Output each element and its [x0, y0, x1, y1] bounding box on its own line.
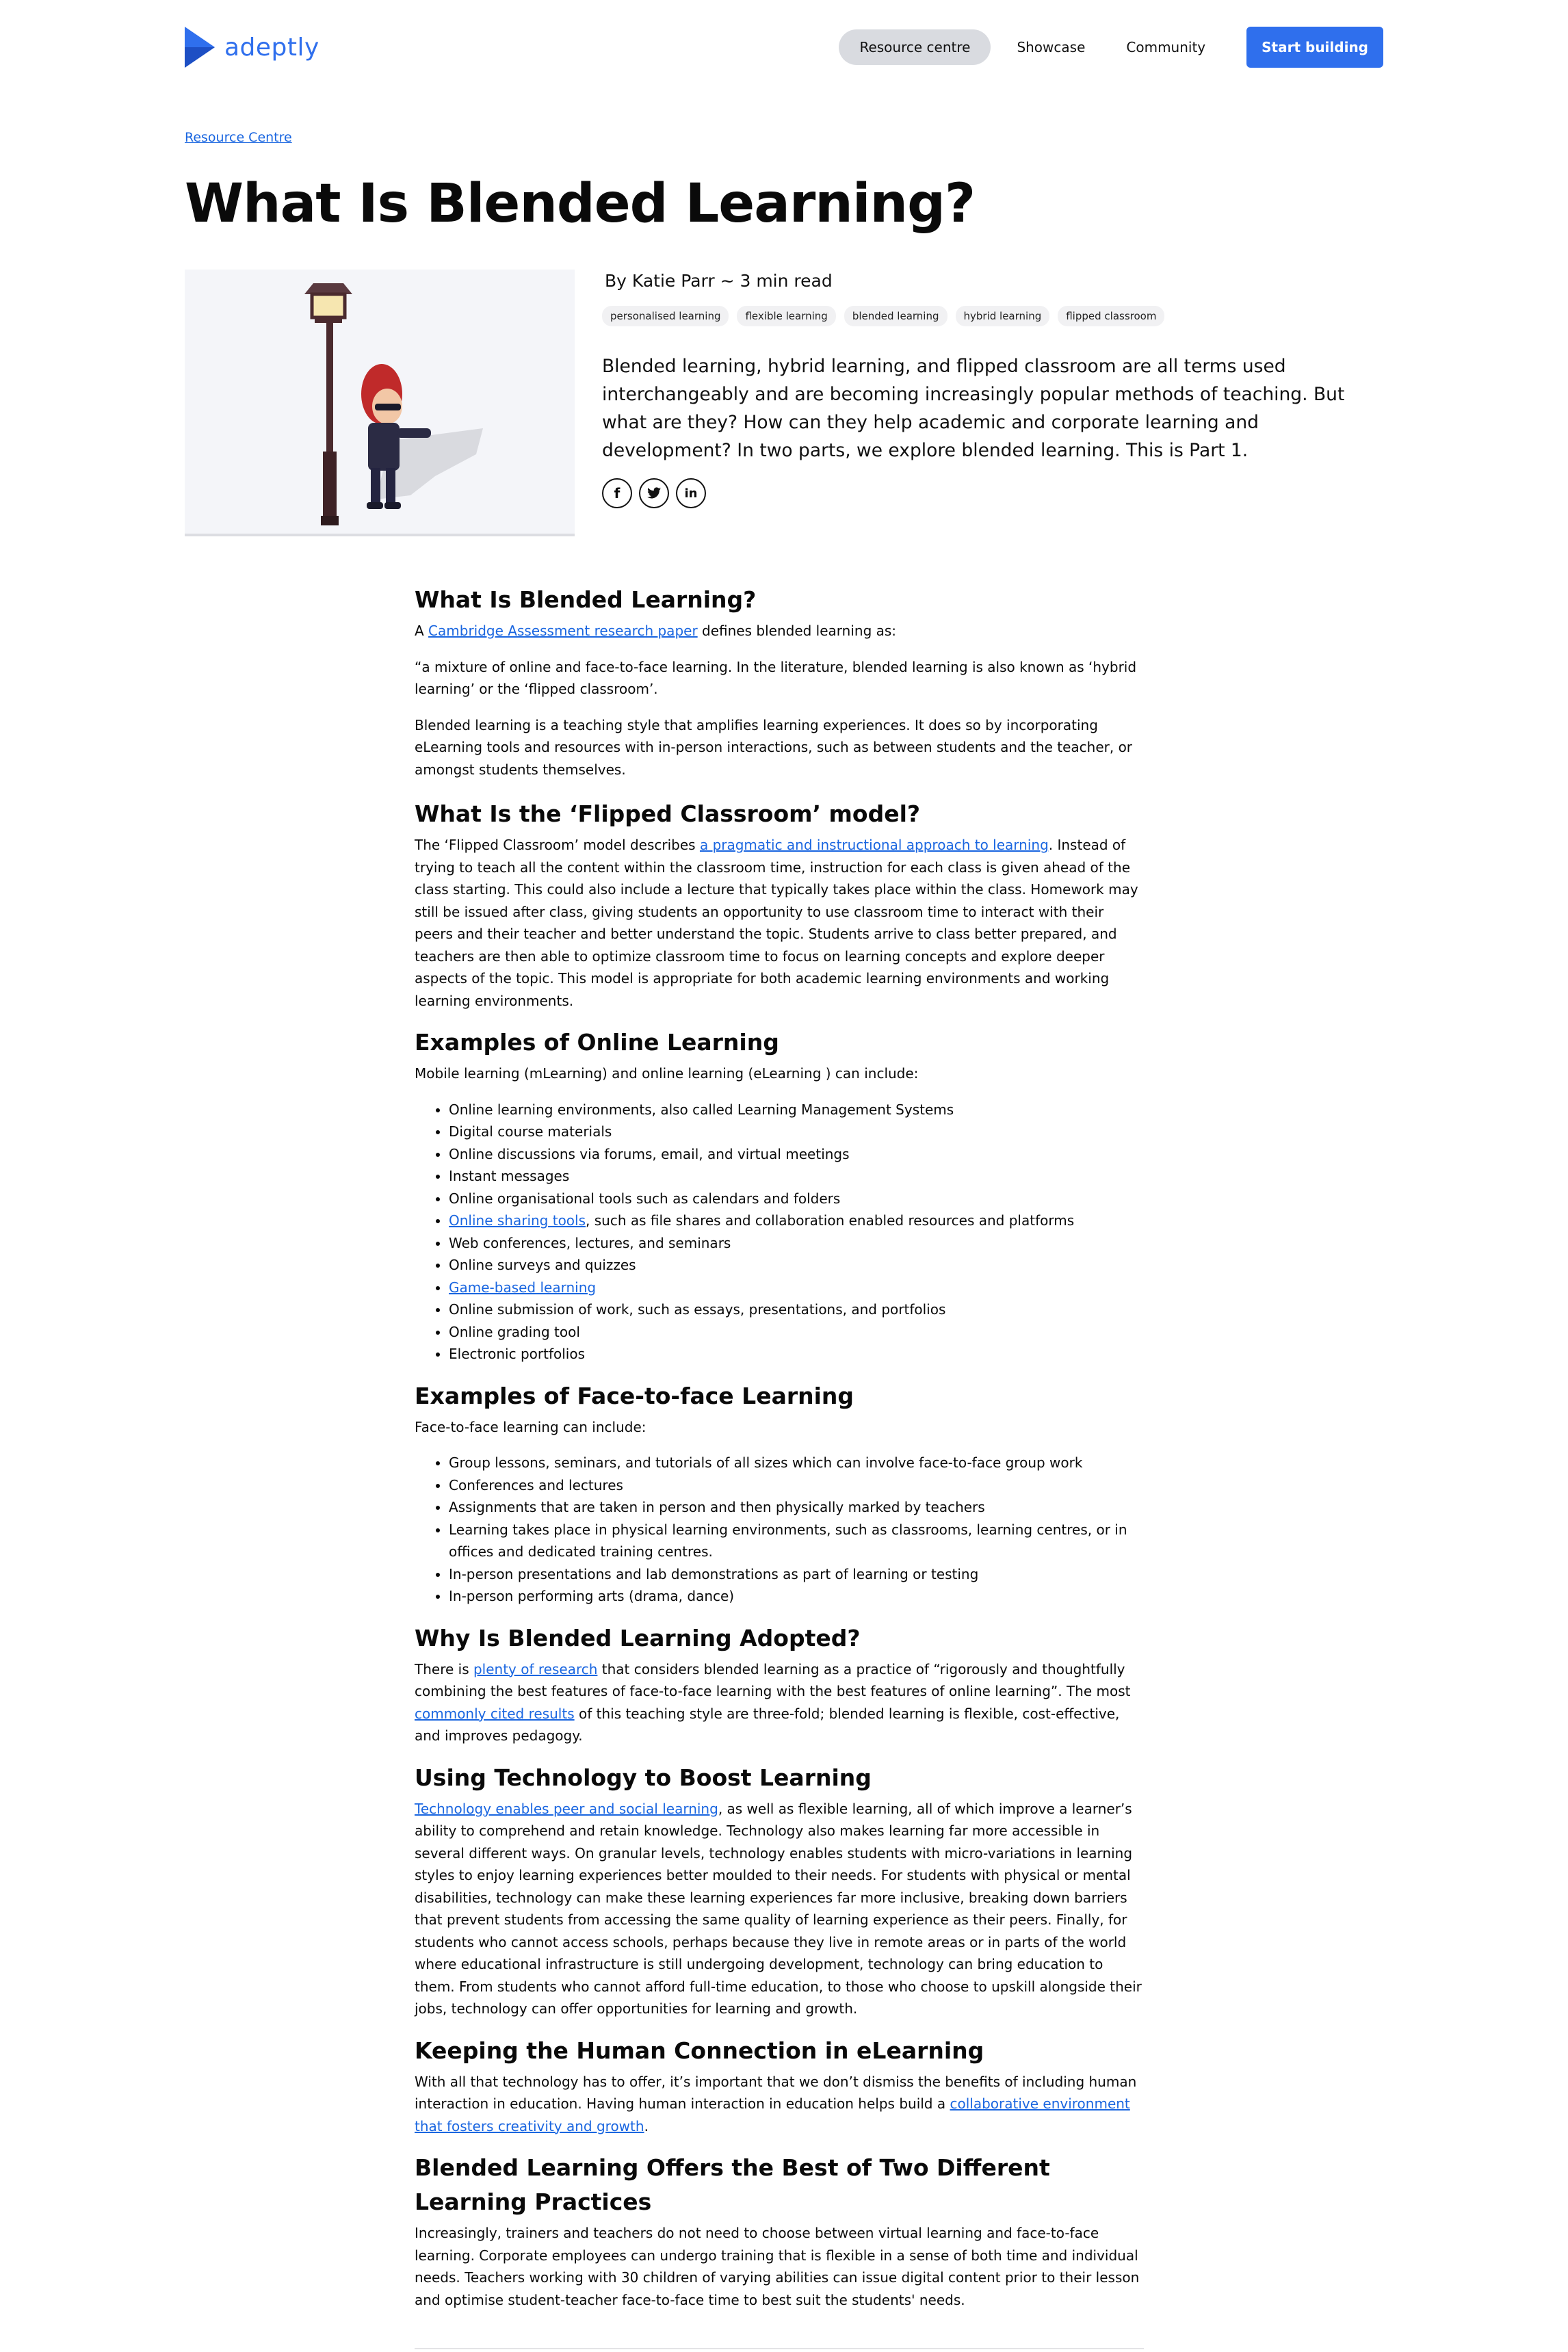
list-item: • Electronic portfolios	[449, 1343, 1144, 1366]
face-to-face-list	[415, 1452, 1144, 1608]
section-heading: Examples of Face-to-face Learning	[415, 1382, 854, 1409]
page-title: What Is Blended Learning?	[185, 173, 976, 235]
peer-social-learning-link[interactable]: Technology enables peer and social learning	[415, 1800, 718, 1817]
list-item: • Online submission of work, such as essays, presentations, and portfolios	[449, 1298, 1144, 1321]
cambridge-research-link[interactable]: Cambridge Assessment research paper	[428, 623, 698, 639]
facebook-share-button[interactable]	[602, 478, 632, 508]
list-item: • Online surveys and quizzes	[449, 1254, 1144, 1277]
nav-showcase[interactable]: Showcase	[1017, 39, 1086, 55]
list-item	[449, 1277, 1144, 1299]
online-sharing-tools-link[interactable]: Online sharing tools	[449, 1212, 586, 1229]
paragraph: Face-to-face learning can include:	[415, 1418, 646, 1435]
list-item: • Assignments that are taken in person and then physically marked by teachers	[449, 1496, 1144, 1519]
twitter-icon	[646, 487, 662, 499]
section-heading: Why Is Blended Learning Adopted?	[415, 1624, 861, 1651]
paragraph: There is plenty of research that considers blended learning as a practice of “rigorously and thoughtfully combining the best features of face-to-face learning with the best features of online learning”. The most commonly cited results of this teaching style are three-fold; blended learning is flexible, cost-effective, and improves pedagogy.	[415, 1660, 1131, 1744]
section-heading: Blended Learning Offers the Best of Two Different Learning Practices	[415, 2154, 1050, 2215]
paragraph: With all that technology has to offer, it’s important that we don’t dismiss the benefits of including human interaction in education. Having human interaction in education helps build a collaborative environment that fosters creativity and growth.	[415, 2073, 1137, 2134]
tag-list	[602, 306, 1375, 326]
article-meta	[602, 271, 1375, 508]
list-item: • In-person performing arts (drama, dance)	[449, 1585, 1144, 1608]
list-item: • In-person presentations and lab demonstrations as part of learning or testing	[449, 1563, 1144, 1586]
pragmatic-approach-link[interactable]: a pragmatic and instructional approach to learning	[699, 837, 1049, 853]
logo[interactable]	[185, 26, 319, 68]
list-item: • Online learning environments, also called Learning Management Systems	[449, 1099, 1144, 1121]
list-item: • Online discussions via forums, email, and virtual meetings	[449, 1143, 1144, 1166]
list-item: • Learning takes place in physical learning environments, such as classrooms, learning centres, or in offices and dedicated training centres.	[449, 1519, 1144, 1563]
paragraph: Blended learning is a teaching style that amplifies learning experiences. It does so by incorporating eLearning tools and resources with in-person interactions, such as between students and the teacher, or amongst students themselves.	[415, 716, 1133, 778]
section-heading: Using Technology to Boost Learning	[415, 1764, 872, 1791]
start-building-button[interactable]: Start building	[1246, 27, 1383, 68]
share-buttons	[602, 478, 1375, 508]
section-heading: Examples of Online Learning	[415, 1029, 779, 1056]
commonly-cited-results-link[interactable]: commonly cited results	[415, 1705, 575, 1722]
tag[interactable]: hybrid learning	[956, 306, 1050, 326]
section-heading: Keeping the Human Connection in eLearning	[415, 2037, 984, 2064]
divider	[415, 2348, 1144, 2349]
linkedin-icon: in	[684, 486, 698, 501]
list-item: • Web conferences, lectures, and seminars	[449, 1232, 1144, 1255]
twitter-share-button[interactable]	[639, 478, 669, 508]
linkedin-share-button[interactable]	[676, 478, 706, 508]
list-item: • Group lessons, seminars, and tutorials of all sizes which can involve face-to-face group work	[449, 1452, 1144, 1474]
quote: “a mixture of online and face-to-face learning. In the literature, blended learning is also known as ‘hybrid learning’ or the ‘flipped classroom’.	[415, 658, 1137, 697]
article-summary: Blended learning, hybrid learning, and flipped classroom are all terms used interchangeably and are becoming increasingly popular methods of teaching. But what are they? How can they help academic and corporate learning and development? In two parts, we explore blended learning. This is Part 1.	[602, 356, 1345, 461]
section-heading: What Is Blended Learning?	[415, 586, 757, 613]
tag[interactable]: flipped classroom	[1058, 306, 1164, 326]
paragraph: Technology enables peer and social learning, as well as flexible learning, all of which improve a learner’s ability to comprehend and retain knowledge. Technology also makes learning far more accessible in several different ways. On granular levels, technology enables students with micro-variations in learning styles to enjoy learning experiences better moulded to their needs. For students with physical or mental disabilities, technology can make these learning experiences far more inclusive, breaking down barriers that prevent students from accessing the same quality of learning experience as their peers. Finally, for students who cannot access schools, perhaps because they live in remote areas or in parts of the world where educational infrastructure is still undergoing development, technology can bring education to them. From students who cannot afford full-time education, to those who choose to upskill alongside their jobs, technology can offer opportunities for learning and growth.	[415, 1800, 1142, 2017]
nav-community[interactable]: Community	[1126, 39, 1206, 55]
tag[interactable]: flexible learning	[737, 306, 835, 326]
breadcrumb[interactable]: Resource Centre	[185, 130, 292, 145]
paragraph: A Cambridge Assessment research paper defines blended learning as:	[415, 623, 897, 639]
plenty-of-research-link[interactable]: plenty of research	[473, 1660, 598, 1677]
lamppost-character-illustration	[185, 270, 575, 534]
site-header	[185, 26, 1383, 68]
paragraph: Increasingly, trainers and teachers do not need to choose between virtual learning and face-to-face learning. Corporate employees can undergo training that is flexible in a sense of both time and individual needs. Teachers working with 30 children of varying abilities can issue digital content prior to their lesson and optimise student-teacher face-to-face time to best suit the students' needs.	[415, 2225, 1140, 2308]
list-item: • Digital course materials	[449, 1121, 1144, 1143]
logo-icon	[185, 27, 215, 68]
nav-resource-centre[interactable]: Resource centre	[839, 29, 991, 65]
list-item: • Online organisational tools such as calendars and folders	[449, 1188, 1144, 1210]
section-heading: What Is the ‘Flipped Classroom’ model?	[415, 800, 921, 827]
facebook-icon: f	[614, 485, 620, 501]
collaborative-environment-link[interactable]: collaborative environment that fosters creativity and growth	[415, 2095, 1130, 2134]
list-item: • Online sharing tools, such as file shares and collaboration enabled resources and platforms	[449, 1210, 1144, 1232]
list-item: • Instant messages	[449, 1165, 1144, 1188]
list-item: • Online grading tool	[449, 1321, 1144, 1344]
brand-name: adeptly	[224, 33, 319, 62]
paragraph: The ‘Flipped Classroom’ model describes a pragmatic and instructional approach to learning. Instead of trying to teach all the content within the classroom time, instruction for each class is given ahead of the class starting. This could also include a lecture that typically takes place within the class. Homework may still be issued after class, giving students an opportunity to use classroom time to interact with their peers and their teacher and better understand the topic. Students arrive to class better prepared, and teachers are then able to optimize classroom time to focus on learning concepts and explore deeper aspects of the topic. This model is appropriate for both academic learning environments and working learning environments.	[415, 837, 1138, 1009]
online-learning-list	[415, 1099, 1144, 1366]
tag[interactable]: blended learning	[844, 306, 948, 326]
tag[interactable]: personalised learning	[602, 306, 729, 326]
paragraph: Mobile learning (mLearning) and online learning (eLearning ) can include:	[415, 1065, 919, 1082]
game-based-learning-link[interactable]: Game-based learning	[449, 1279, 597, 1296]
article-body	[415, 583, 1144, 2311]
hero-illustration	[185, 270, 575, 536]
list-item: • Conferences and lectures	[449, 1474, 1144, 1497]
main-nav	[839, 26, 1383, 68]
byline: By Katie Parr ~ 3 min read	[605, 271, 833, 291]
